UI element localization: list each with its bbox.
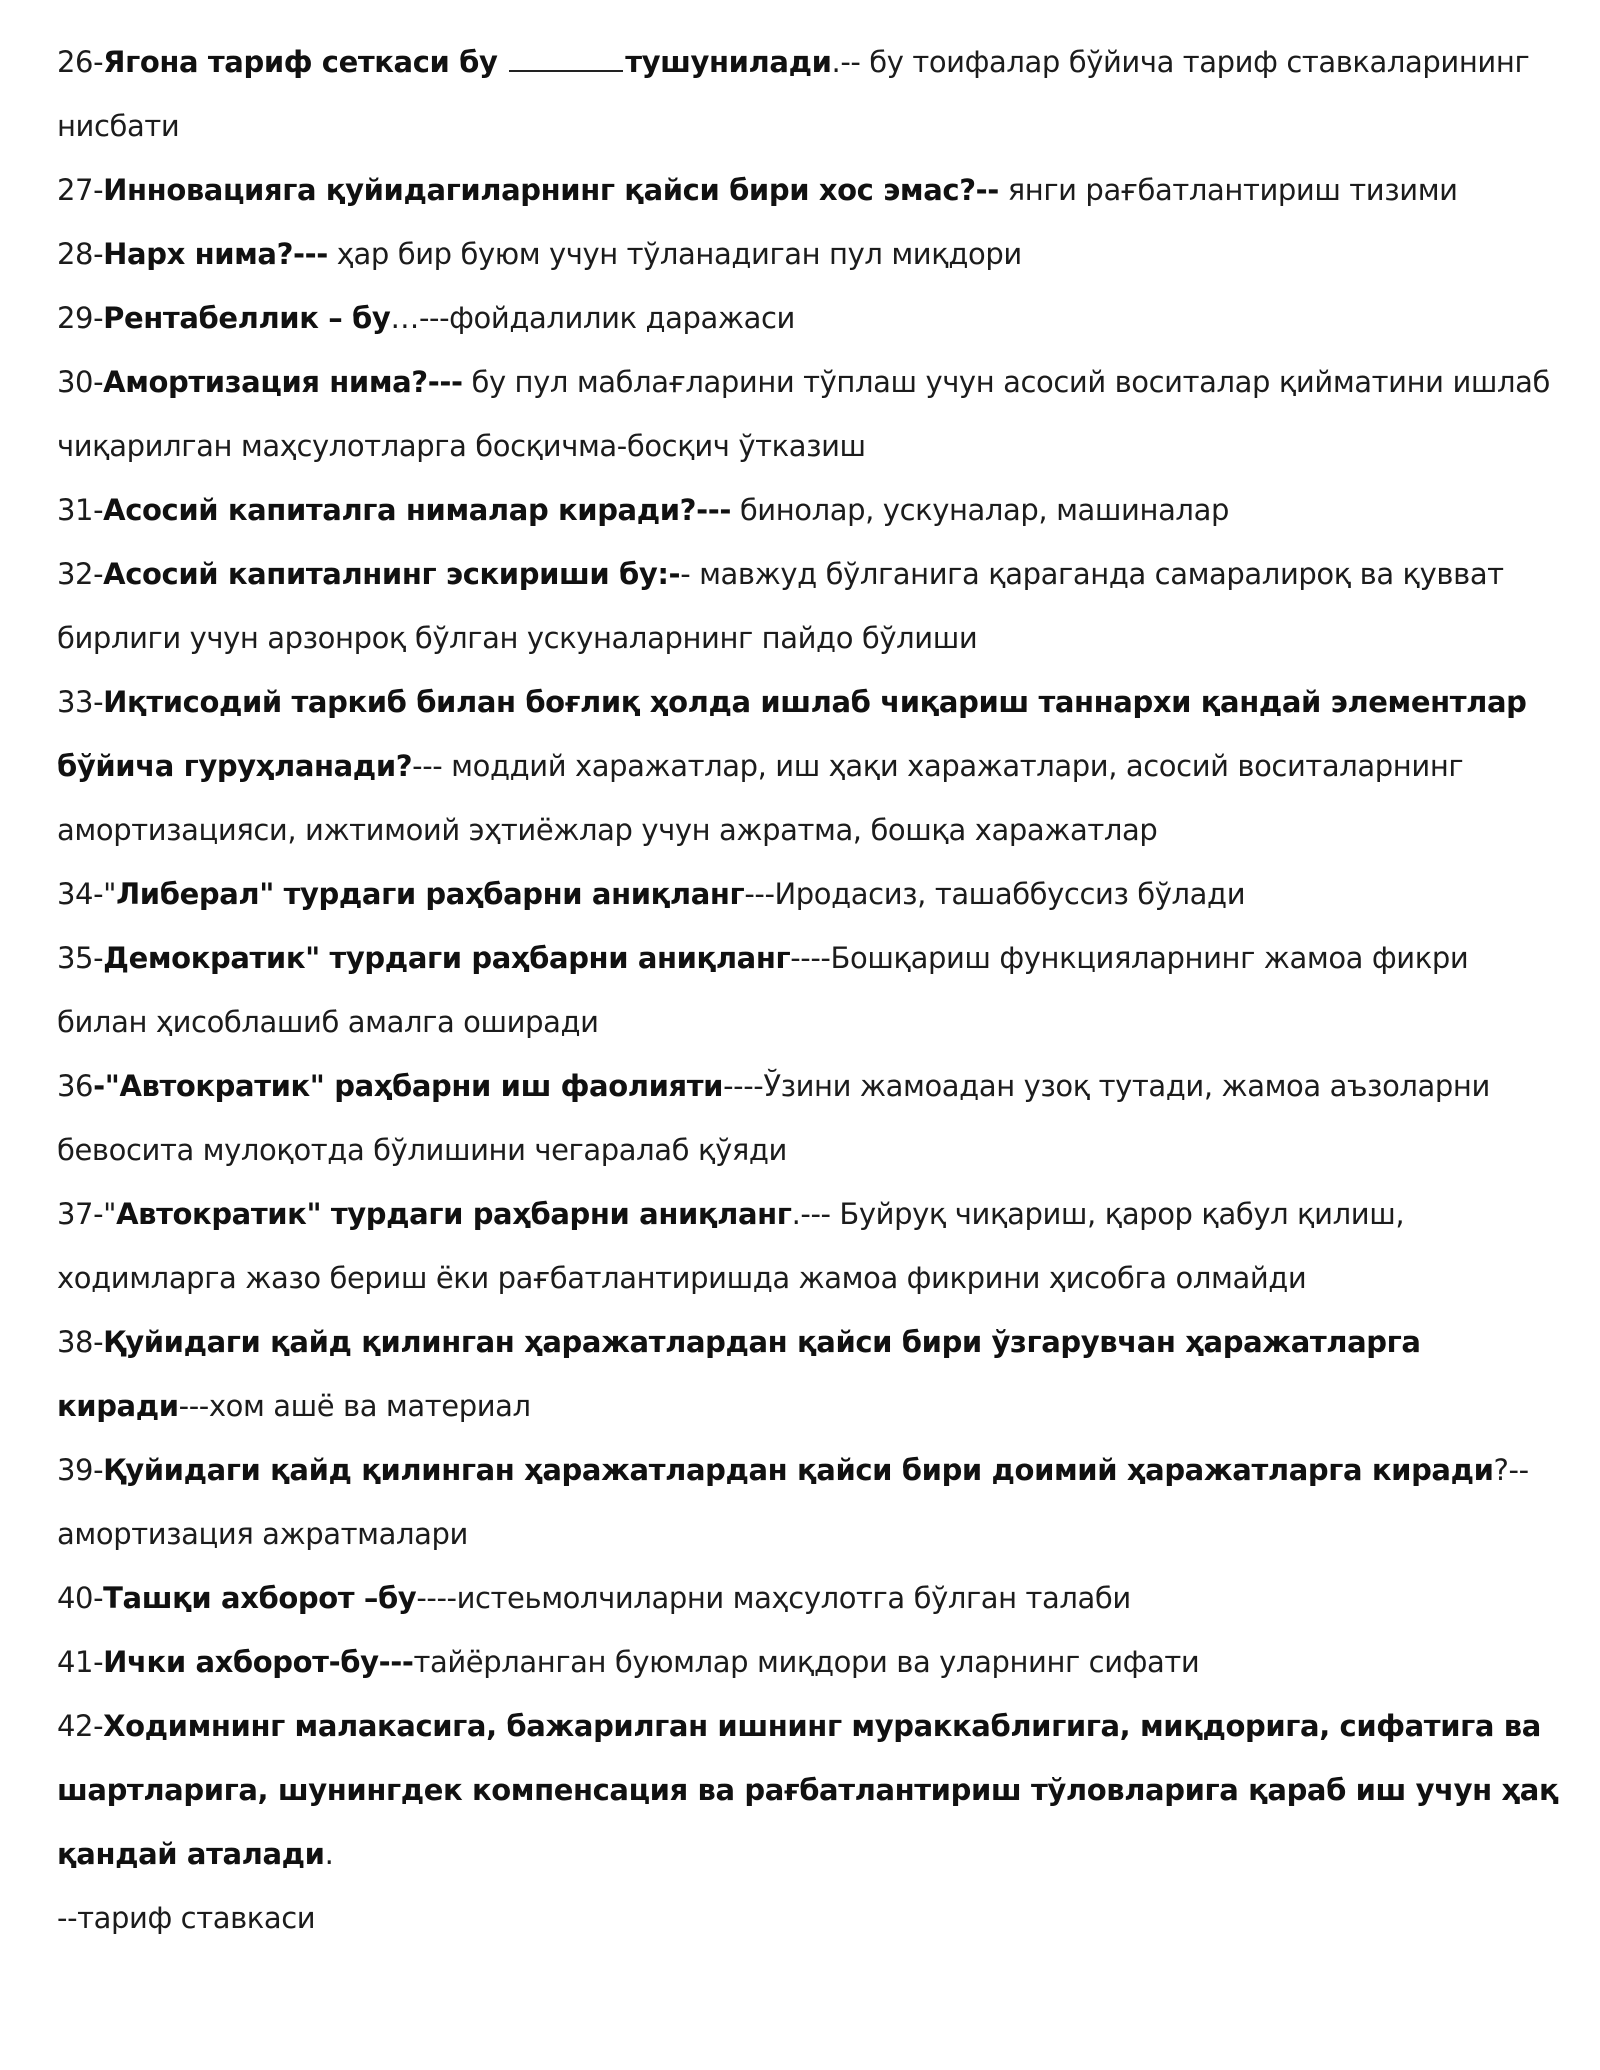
- item-number: 42-: [57, 1709, 104, 1743]
- item-number: 29-: [57, 301, 104, 335]
- item-number: 36: [57, 1069, 94, 1103]
- item-number: 37-": [57, 1197, 117, 1231]
- question-text: Қуйидаги қайд қилинган ҳаражатлардан қайси бири ўзгарувчан ҳаражатларга киради: [57, 1325, 1421, 1423]
- item-38: [57, 1310, 1560, 1438]
- answer-text: ----Бошқариш функцияларнинг жамоа фикри билан ҳисоблашиб амалга оширади: [57, 941, 1469, 1039]
- item-27: [57, 158, 1560, 222]
- item-37: [57, 1182, 1560, 1310]
- question-text: Инновацияга қуйидагиларнинг қайси бири хос эмас?--: [103, 173, 999, 207]
- answer-text: бинолар, ускуналар, машиналар: [731, 493, 1229, 527]
- item-number: 34-": [57, 877, 117, 911]
- question-text: Нарх нима?---: [103, 237, 328, 271]
- answer-text: ----истеьмолчиларни маҳсулотга бўлган талаби: [416, 1581, 1131, 1615]
- item-number: 28-: [57, 237, 104, 271]
- item-number: 40-: [57, 1581, 104, 1615]
- answer-text: тайёрланган буюмлар миқдори ва уларнинг сифати: [413, 1645, 1200, 1679]
- item-40: [57, 1566, 1560, 1630]
- question-text: Амортизация нима?---: [103, 365, 463, 399]
- question-text: Ташқи ахборот –бу: [103, 1581, 417, 1615]
- question-text: Ички ахборот-бу---: [103, 1645, 414, 1679]
- answer-text: ---хом ашё ва материал: [178, 1389, 531, 1423]
- question-text: Ходимнинг малакасига, бажарилган ишнинг мураккаблигига, миқдорига, сифатига ва шартларига, шунингдек компенсация ва рағбатлантириш тўловларига қараб иш учун ҳақ қандай аталади: [57, 1709, 1559, 1871]
- item-42-answer: [57, 1886, 1560, 1950]
- item-number: 30-: [57, 365, 104, 399]
- item-42: [57, 1694, 1560, 1886]
- item-number: 39-: [57, 1453, 104, 1487]
- question-text: Рентабеллик – бу: [103, 301, 391, 335]
- question-text: Асосий капиталнинг эскириши бу:-: [103, 557, 681, 591]
- question-text: Иқтисодий таркиб билан боғлиқ ҳолда ишлаб чиқариш таннархи қандай элементлар бўйича гуруҳланади?: [57, 685, 1527, 783]
- answer-text: - мавжуд бўлганига қараганда самаралироқ ва қувват бирлиги учун арзонроқ бўлган ускуналарнинг пайдо бўлиши: [57, 557, 1504, 655]
- answer-text: ҳар бир буюм учун тўланадиган пул миқдори: [327, 237, 1022, 271]
- answer-text: .: [324, 1837, 334, 1871]
- answer-text: .-- бу тоифалар бўйича тариф ставкаларининг нисбати: [57, 45, 1530, 143]
- answer-text: …---фойдалилик даражаси: [390, 301, 795, 335]
- item-35: [57, 926, 1560, 1054]
- item-41: [57, 1630, 1560, 1694]
- answer-text: ---Иродасиз, ташаббуссиз бўлади: [744, 877, 1246, 911]
- item-number: 32-: [57, 557, 104, 591]
- item-number: 26-: [57, 45, 104, 79]
- answer-text: ?--амортизация ажратмалари: [57, 1453, 1529, 1551]
- question-text: Ягона тариф сеткаси бу: [103, 45, 508, 79]
- question-text: Автократик" турдаги раҳбарни аниқланг: [116, 1197, 792, 1231]
- item-number: 41-: [57, 1645, 104, 1679]
- item-number: 38-: [57, 1325, 104, 1359]
- item-28: [57, 222, 1560, 286]
- item-26: [57, 30, 1560, 158]
- item-29: [57, 286, 1560, 350]
- item-number: 27-: [57, 173, 104, 207]
- item-30: [57, 350, 1560, 478]
- question-text: Қуйидаги қайд қилинган ҳаражатлардан қайси бири доимий ҳаражатларга киради: [103, 1453, 1494, 1487]
- item-number: 35-: [57, 941, 104, 975]
- item-33: [57, 670, 1560, 862]
- question-text: Либерал" турдаги раҳбарни аниқланг: [116, 877, 745, 911]
- answer-text: --тариф ставкаси: [57, 1901, 316, 1935]
- answer-text: ----Ўзини жамоадан узоқ тутади, жамоа аъзоларни бевосита мулоқотда бўлишини чегаралаб қўяди: [57, 1069, 1490, 1167]
- answer-text: бу пул маблағларини тўплаш учун асосий воситалар қийматини ишлаб чиқарилган маҳсулотларга босқичма-босқич ўтказиш: [57, 365, 1551, 463]
- item-39: [57, 1438, 1560, 1566]
- item-34: [57, 862, 1560, 926]
- answer-text: --- моддий харажатлар, иш ҳақи харажатлари, асосий воситаларнинг амортизацияси, ижтимоий эҳтиёжлар учун ажратма, бошқа харажатлар: [57, 749, 1464, 847]
- question-text: -"Автократик" раҳбарни иш фаолияти: [93, 1069, 724, 1103]
- item-number: 33-: [57, 685, 104, 719]
- item-number: 31-: [57, 493, 104, 527]
- answer-text: .--- Буйруқ чиқариш, қарор қабул қилиш, ходимларга жазо бериш ёки рағбатлантиришда жамоа фикрини ҳисобга олмайди: [57, 1197, 1405, 1295]
- question-text: тушунилади: [625, 45, 832, 79]
- answer-text: янги рағбатлантириш тизими: [998, 173, 1458, 207]
- item-31: [57, 478, 1560, 542]
- question-text: Демократик" турдаги раҳбарни аниқланг: [103, 941, 791, 975]
- blank-line: [509, 44, 623, 72]
- question-text: Асосий капиталга нималар киради?---: [103, 493, 731, 527]
- item-32: [57, 542, 1560, 670]
- item-36: [57, 1054, 1560, 1182]
